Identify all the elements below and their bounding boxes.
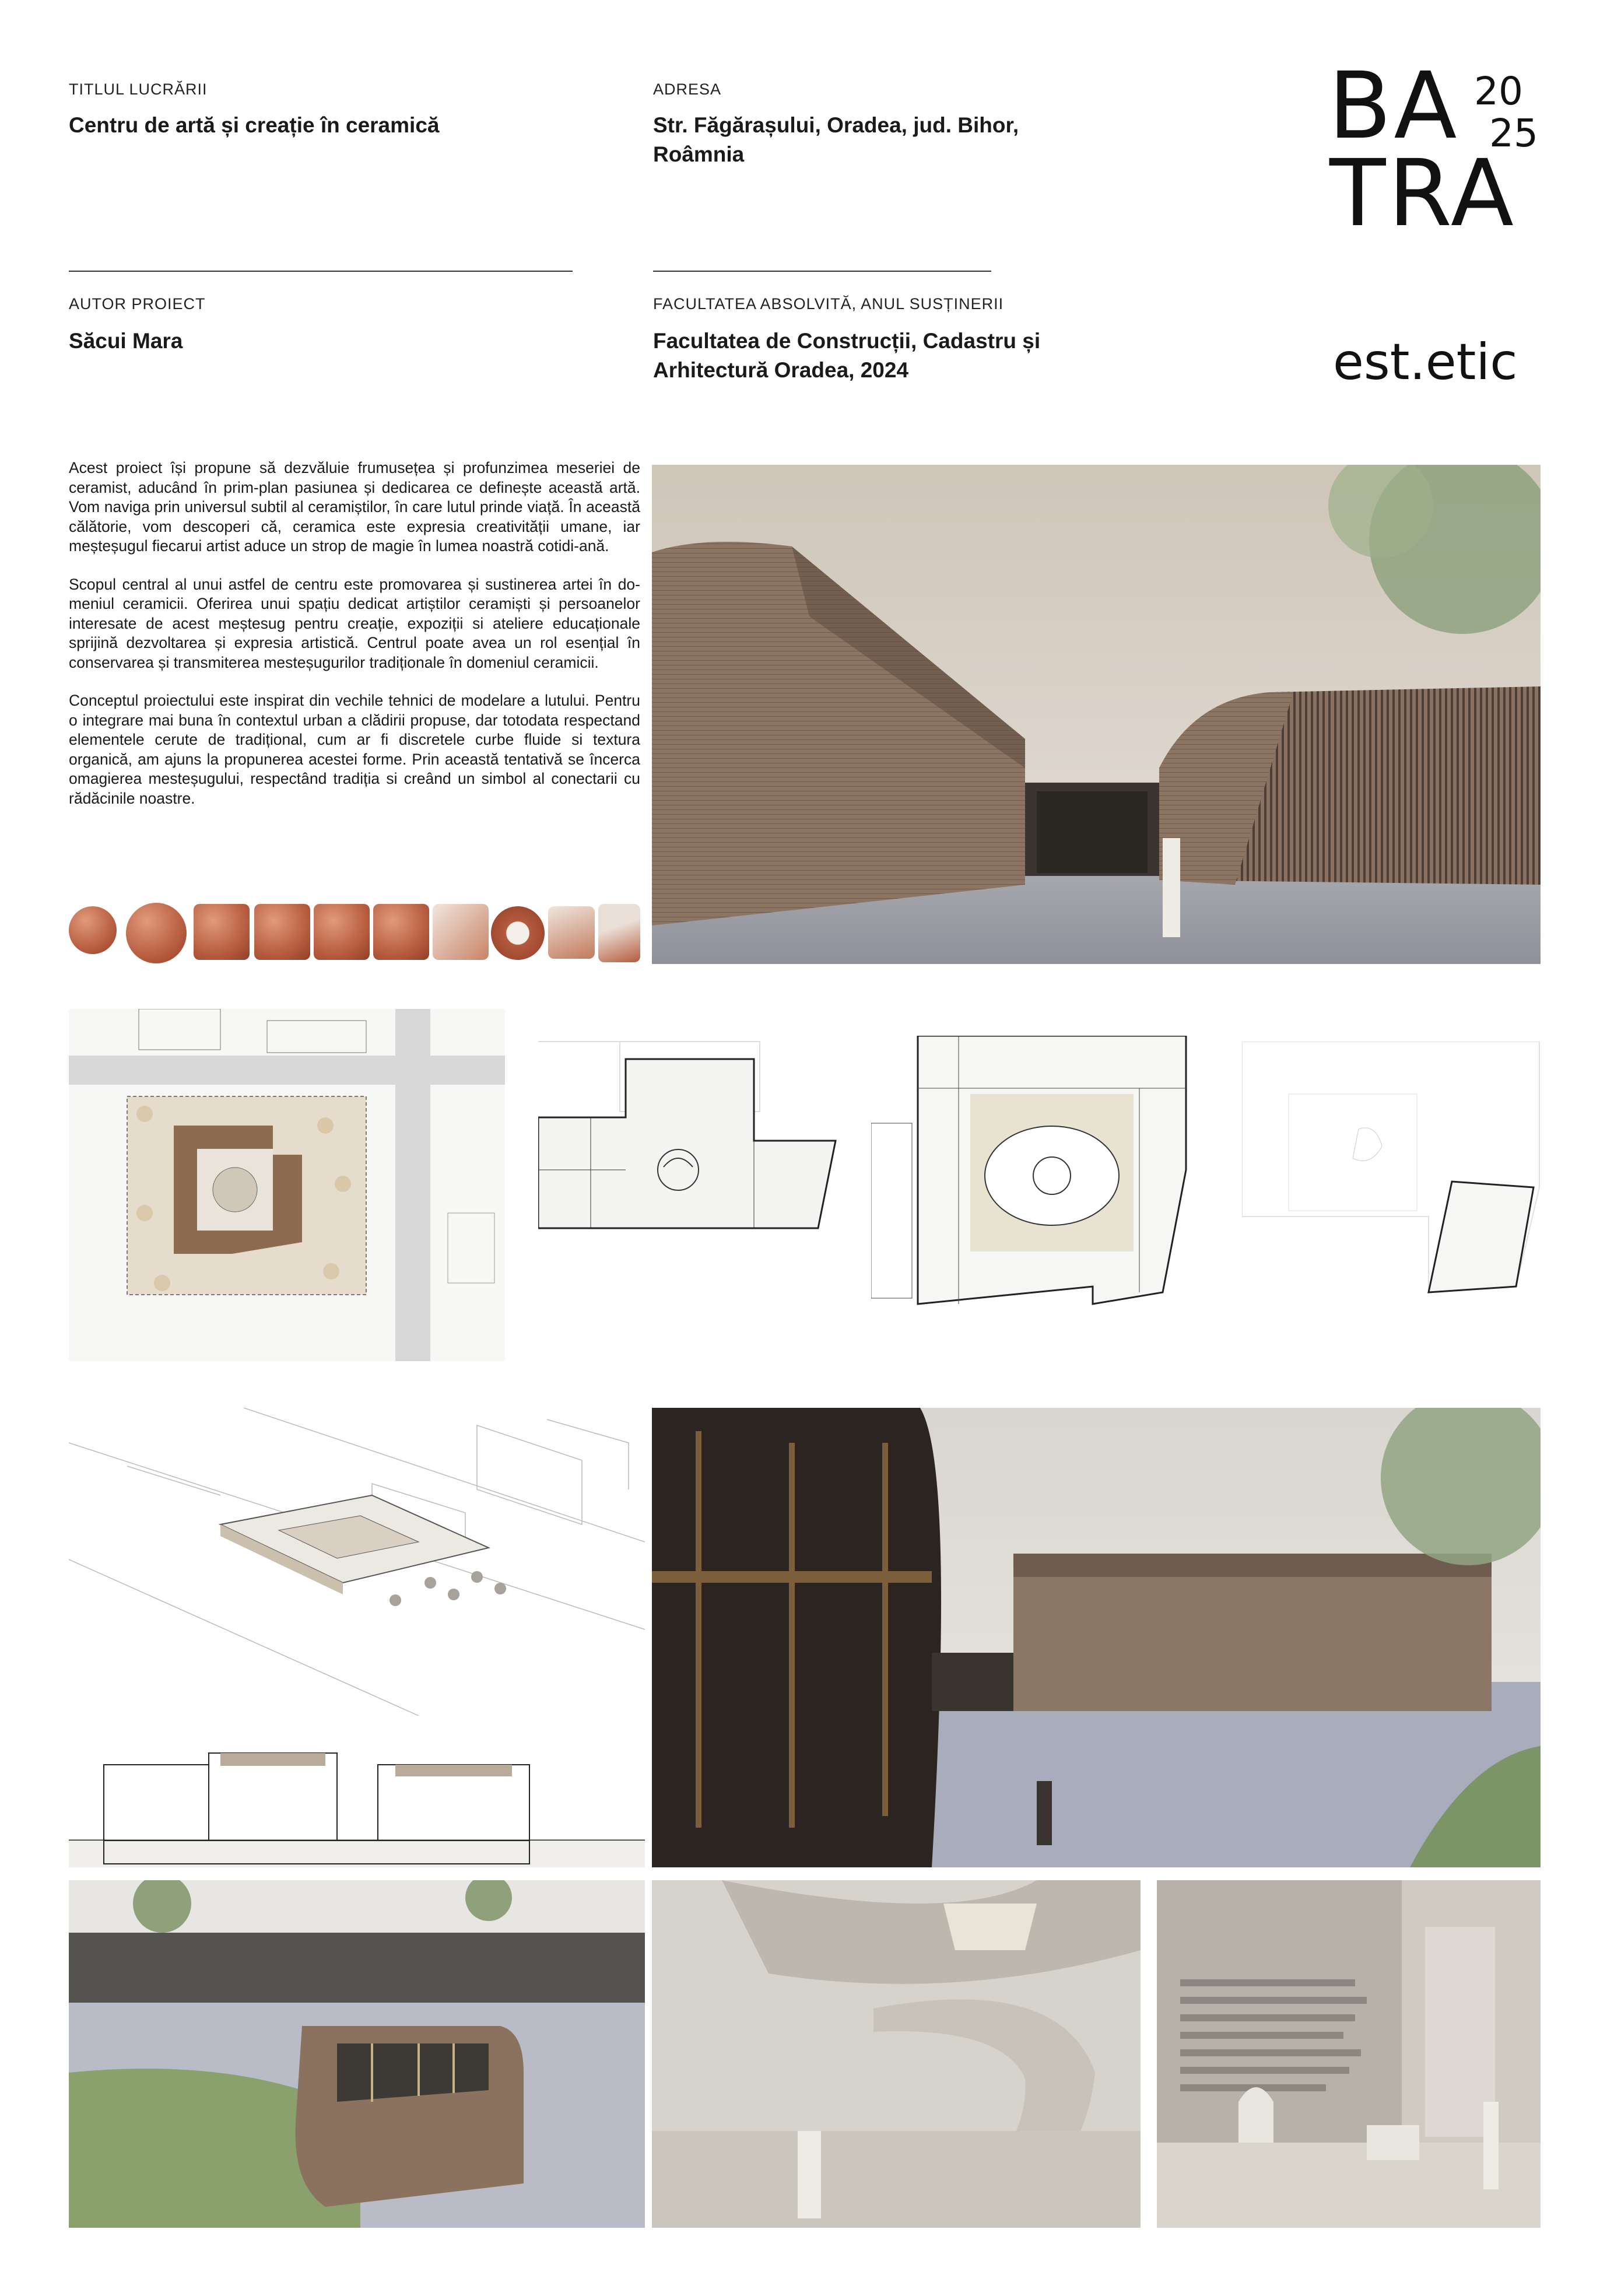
floor-plan-ground <box>871 1036 1190 1318</box>
building-section <box>69 1730 645 1867</box>
brand-name: est.etic <box>1333 333 1518 391</box>
clay-sample <box>491 906 545 960</box>
courtyard-aerial-render <box>69 1880 645 2228</box>
clay-hands-sample <box>548 906 595 959</box>
axonometric-drawing <box>69 1408 645 1716</box>
title-label: TITLUL LUCRĂRII <box>69 80 208 98</box>
clay-hands-sample <box>598 904 640 962</box>
clay-sample <box>373 904 429 960</box>
logo-year-top: 20 <box>1474 69 1523 114</box>
divider <box>653 271 991 272</box>
description-paragraph: Scopul central al unui astfel de centru este promovarea și sustinerea artei în do-meniul ceramicii. Oferirea unui spațiu dedicat artiștilor ceramiști și persoanelor interesate de acest meștesug pentru creație, expoziții si ateliere educaționale sprijină dezvoltarea și expresia artistică. Centrul poate avea un rol esențial în conservarea și transmiterea mesteșugurilor tradiționale în domeniul ceramicii. <box>69 575 640 671</box>
clay-sample <box>194 904 250 960</box>
faculty-label: FACULTATEA ABSOLVITĂ, ANUL SUSȚINERII <box>653 295 1004 313</box>
faculty-line-1: Facultatea de Construcții, Cadastru și <box>653 329 1041 353</box>
divider <box>69 271 573 272</box>
site-plan-drawing <box>69 1009 505 1361</box>
clay-sample <box>69 906 117 954</box>
author-label: AUTOR PROIECT <box>69 295 206 313</box>
spiral-stair-interior-render <box>652 1880 1141 2228</box>
gallery-interior-render <box>1157 1880 1541 2228</box>
description-paragraph: Acest proiect își propune să dezvăluie frumusețea și profunzimea meseriei de ceramist, aducând în prim-plan pasiunea și dedicarea ce definește această artă. Vom naviga prin universul subtil al ceramiștilor, în care lutul prinde viață. În această călătorie, vom descoperi că, ceramica este expresia creativității umane, iar meșteșugul fiecarui artist aduce un strop de magie în lumea noastră cotidi-ană. <box>69 459 640 555</box>
logo-year-bottom: 25 <box>1489 111 1538 156</box>
project-title: Centru de artă și creație în ceramică <box>69 113 440 137</box>
description-paragraph: Conceptul proiectului este inspirat din vechile tehnici de modelare a lutului. Pentru o integrare mai buna în contextul urban a clădirii propuse, dar totodata respectand elementele cerute de tradițional, cum ar fi discretele curbe fluide si textura organică, am ajuns la propunerea acestei forme. Prin această tentativă se încerca omagierea mesteșugului, respectând tradiția si creând un simbol al conectarii cu rădăcinile noastre. <box>69 692 640 807</box>
address-line-2: Roâmnia <box>653 142 745 166</box>
cafe-terrace-render <box>652 1408 1541 1867</box>
faculty-line-2: Arhitectură Oradea, 2024 <box>653 358 909 382</box>
floor-plan-basement <box>538 1036 847 1283</box>
logo-ba: BA <box>1328 52 1459 160</box>
hero-render <box>652 465 1541 964</box>
author-name: Săcui Mara <box>69 329 183 353</box>
address-line-1: Str. Făgărașului, Oradea, jud. Bihor, <box>653 113 1019 137</box>
address-label: ADRESA <box>653 80 722 98</box>
clay-sample <box>126 903 187 963</box>
clay-hands-sample <box>433 904 489 960</box>
floor-plan-upper <box>1242 1042 1545 1302</box>
logo-tra: TRA <box>1329 140 1516 247</box>
clay-texture-strip <box>69 902 640 972</box>
clay-sample <box>314 904 370 960</box>
clay-sample <box>254 904 310 960</box>
description <box>69 458 640 827</box>
